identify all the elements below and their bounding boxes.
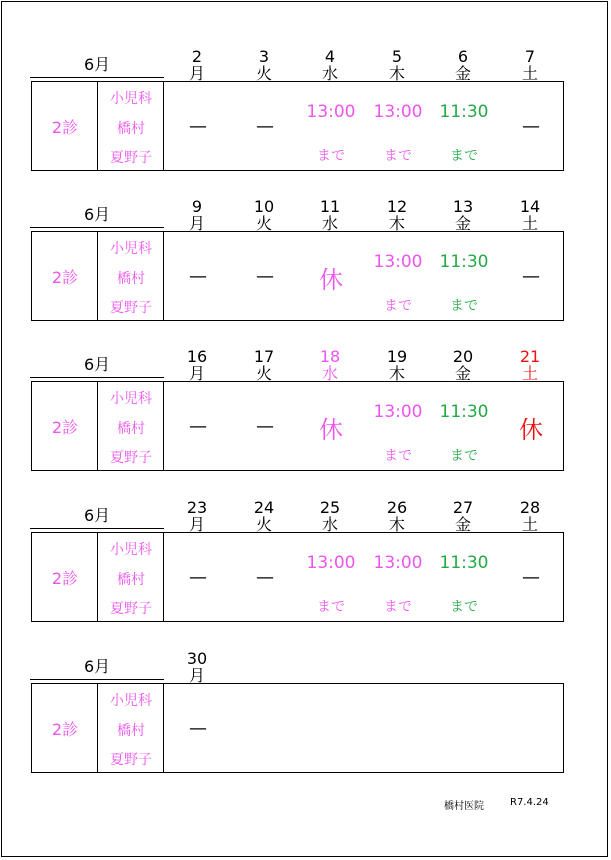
day-header	[244, 499, 284, 533]
hours-until: 13:00	[306, 553, 356, 573]
day-number: 5	[391, 47, 403, 66]
day-header	[177, 198, 217, 232]
day-header	[310, 499, 350, 533]
department-line: 小児科	[110, 693, 152, 709]
closed-dash: —	[522, 266, 540, 287]
department-line: 夏野子	[110, 450, 152, 466]
department-line: 小児科	[110, 391, 152, 407]
weekday: 水	[321, 515, 338, 534]
day-number: 3	[258, 47, 270, 66]
day-header	[377, 48, 417, 82]
hours-until: 13:00	[306, 102, 356, 122]
day-number: 24	[253, 498, 275, 517]
weekday: 水	[321, 214, 338, 233]
weekday: 木	[388, 64, 405, 83]
day-header	[177, 48, 217, 82]
day-header	[310, 48, 350, 82]
month-label: 6月	[84, 506, 111, 525]
department-line: 夏野子	[110, 300, 152, 316]
day-header	[443, 198, 483, 232]
day-header	[510, 499, 550, 533]
closed-dash: —	[189, 718, 207, 739]
closed-dash: —	[256, 266, 274, 287]
closed-dash: —	[189, 416, 207, 437]
department-line: 夏野子	[110, 150, 152, 166]
department-line: 橋村	[117, 421, 145, 437]
weekday: 土	[521, 364, 538, 383]
department-line: 小児科	[110, 91, 152, 107]
department-line: 小児科	[110, 542, 152, 558]
holiday-mark: 休	[519, 416, 543, 444]
weekday: 月	[188, 64, 205, 83]
day-header	[377, 198, 417, 232]
month-label: 6月	[84, 355, 111, 374]
weekday: 金	[454, 214, 471, 233]
day-number: 11	[319, 197, 341, 216]
closed-dash: —	[256, 416, 274, 437]
hours-until: 11:30	[439, 553, 489, 573]
weekday: 火	[255, 64, 272, 83]
day-header	[443, 499, 483, 533]
until-label: まで	[317, 148, 345, 164]
schedule-row	[31, 231, 564, 321]
day-number: 6	[457, 47, 469, 66]
schedule-row	[31, 532, 564, 622]
day-number: 13	[452, 197, 474, 216]
weekday: 金	[454, 64, 471, 83]
holiday-mark: 休	[319, 266, 343, 294]
day-header	[244, 48, 284, 82]
closed-dash: —	[189, 567, 207, 588]
day-header	[244, 348, 284, 382]
day-header	[177, 348, 217, 382]
day-number: 9	[191, 197, 203, 216]
until-label: まで	[450, 298, 478, 314]
weekday: 水	[321, 64, 338, 83]
day-header	[377, 499, 417, 533]
day-number: 28	[519, 498, 541, 517]
day-header	[510, 198, 550, 232]
day-number: 18	[319, 347, 341, 366]
month-label: 6月	[84, 205, 111, 224]
until-label: まで	[384, 448, 412, 464]
header-underline	[30, 528, 164, 529]
closed-dash: —	[189, 116, 207, 137]
department-line: 橋村	[117, 723, 145, 739]
clinic-name: 橋村医院	[444, 801, 484, 812]
until-label: まで	[450, 599, 478, 615]
day-number: 4	[324, 47, 336, 66]
room-label: 2診	[51, 117, 79, 137]
until-label: まで	[450, 148, 478, 164]
weekday: 月	[188, 364, 205, 383]
day-number: 27	[452, 498, 474, 517]
weekday: 月	[188, 515, 205, 534]
hours-until: 13:00	[373, 252, 423, 272]
week-block	[0, 499, 611, 625]
issue-date: R7.4.24	[510, 797, 549, 808]
department-line: 橋村	[117, 121, 145, 137]
weekday: 土	[521, 515, 538, 534]
week-block	[0, 48, 611, 174]
weekday: 火	[255, 515, 272, 534]
weekday: 火	[255, 214, 272, 233]
day-header	[310, 348, 350, 382]
weekday: 水	[321, 364, 338, 383]
weekday: 木	[388, 214, 405, 233]
schedule-row	[31, 683, 564, 773]
day-header	[310, 198, 350, 232]
day-number: 26	[386, 498, 408, 517]
holiday-mark: 休	[319, 416, 343, 444]
room-label: 2診	[51, 267, 79, 287]
department-line: 小児科	[110, 241, 152, 257]
closed-dash: —	[256, 116, 274, 137]
until-label: まで	[384, 298, 412, 314]
department-line: 夏野子	[110, 601, 152, 617]
day-number: 25	[319, 498, 341, 517]
day-number: 10	[253, 197, 275, 216]
closed-dash: —	[256, 567, 274, 588]
day-header	[510, 348, 550, 382]
day-number: 19	[386, 347, 408, 366]
room-label: 2診	[51, 568, 79, 588]
hours-until: 11:30	[439, 402, 489, 422]
weekday: 土	[521, 214, 538, 233]
week-block	[0, 198, 611, 324]
day-number: 23	[186, 498, 208, 517]
day-header	[177, 499, 217, 533]
day-header	[244, 198, 284, 232]
day-number: 17	[253, 347, 275, 366]
until-label: まで	[384, 599, 412, 615]
day-header	[510, 48, 550, 82]
week-block	[0, 650, 611, 776]
until-label: まで	[317, 599, 345, 615]
day-number: 14	[519, 197, 541, 216]
weekday: 金	[454, 515, 471, 534]
hours-until: 11:30	[439, 102, 489, 122]
closed-dash: —	[522, 567, 540, 588]
department-line: 橋村	[117, 572, 145, 588]
room-label: 2診	[51, 719, 79, 739]
header-underline	[30, 377, 164, 378]
day-header	[443, 348, 483, 382]
hours-until: 13:00	[373, 402, 423, 422]
weekday: 金	[454, 364, 471, 383]
hours-until: 11:30	[439, 252, 489, 272]
day-header	[177, 650, 217, 684]
hours-until: 13:00	[373, 102, 423, 122]
header-underline	[30, 77, 164, 78]
day-number: 20	[452, 347, 474, 366]
until-label: まで	[450, 448, 478, 464]
department-line: 夏野子	[110, 752, 152, 768]
day-number: 2	[191, 47, 203, 66]
day-header	[377, 348, 417, 382]
weekday: 火	[255, 364, 272, 383]
day-header	[443, 48, 483, 82]
week-block	[0, 348, 611, 474]
weekday: 土	[521, 64, 538, 83]
hours-until: 13:00	[373, 553, 423, 573]
weekday: 月	[188, 666, 205, 685]
day-number: 7	[524, 47, 536, 66]
month-label: 6月	[84, 657, 111, 676]
day-number: 16	[186, 347, 208, 366]
weekday: 木	[388, 364, 405, 383]
month-label: 6月	[84, 55, 111, 74]
room-label: 2診	[51, 417, 79, 437]
day-number: 12	[386, 197, 408, 216]
closed-dash: —	[522, 116, 540, 137]
weekday: 木	[388, 515, 405, 534]
day-number: 21	[519, 347, 541, 366]
schedule-row	[31, 81, 564, 171]
department-line: 橋村	[117, 271, 145, 287]
schedule-row	[31, 381, 564, 471]
closed-dash: —	[189, 266, 207, 287]
header-underline	[30, 227, 164, 228]
until-label: まで	[384, 148, 412, 164]
weekday: 月	[188, 214, 205, 233]
header-underline	[30, 679, 164, 680]
day-number: 30	[186, 649, 208, 668]
